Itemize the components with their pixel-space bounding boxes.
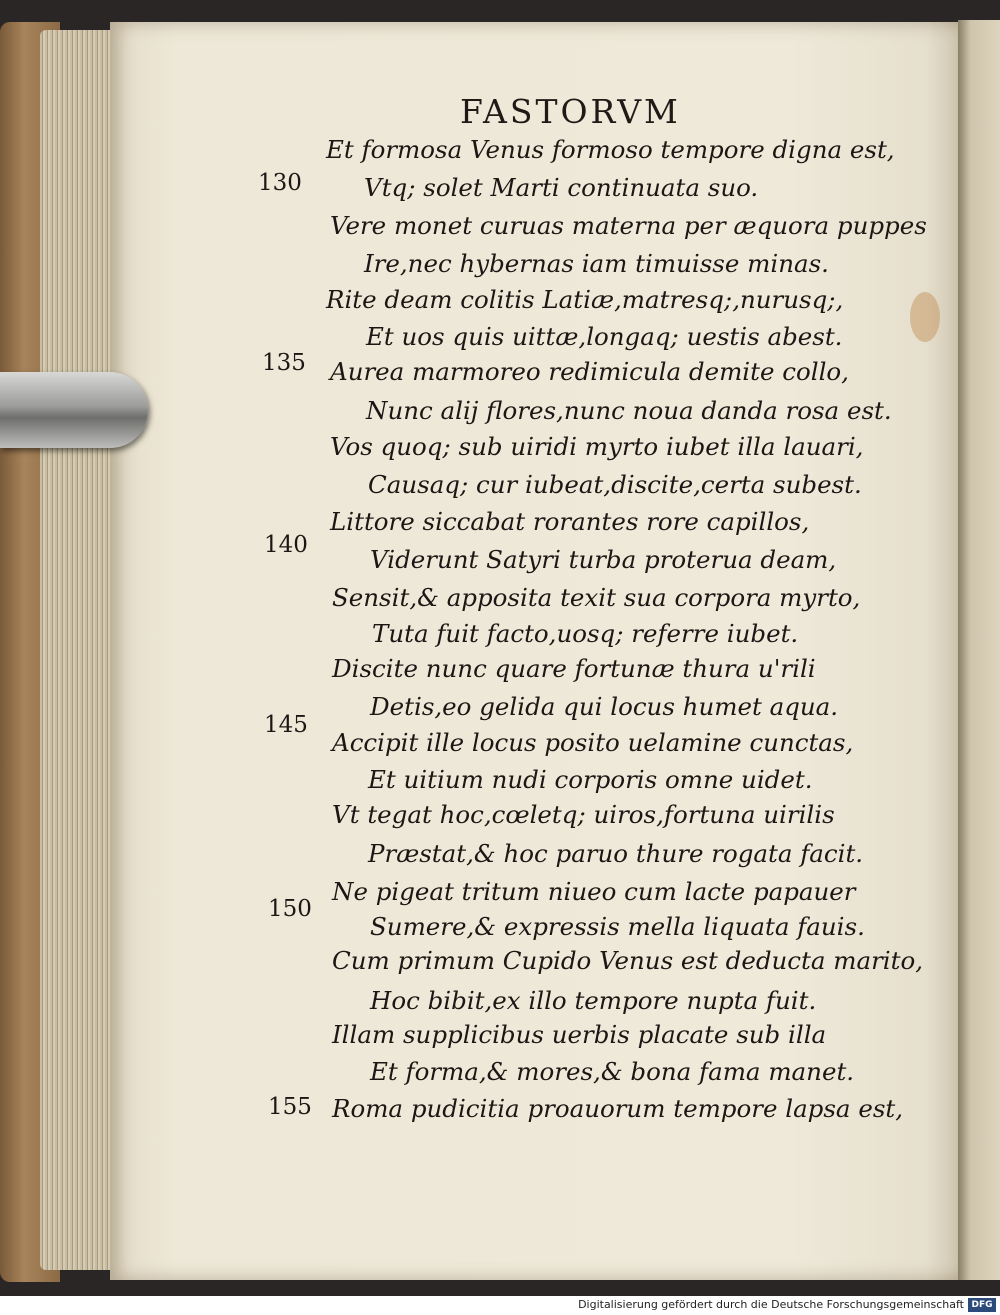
verse-line: Rite deam colitis Latiæ,matresq;,nurusq;, [326,285,844,314]
verse-line: Et forma,& mores,& bona fama manet. [370,1057,855,1086]
verse-line: Discite nunc quare fortunæ thura u'rili [332,654,816,683]
verse-line: Vere monet curuas materna per æquora puppes [330,211,927,240]
verse-line: Et formosa Venus formoso tempore digna est, [326,135,895,164]
page-clip [0,372,148,448]
line-number: 140 [264,532,308,558]
verse-line: Et uitium nudi corporis omne uidet. [368,765,813,794]
verse-line: Illam supplicibus uerbis placate sub illa [332,1020,827,1049]
verse-line: Præstat,& hoc paruo thure rogata facit. [368,839,864,868]
verse-line: Detis,eo gelida qui locus humet aqua. [370,692,839,721]
verse-line: Roma pudicitia proauorum tempore lapsa est, [332,1094,904,1123]
digitization-footer [0,1296,1000,1315]
verse-line: Ne pigeat tritum niueo cum lacte papauer [332,877,856,906]
verse-line: Vtq; solet Marti continuata suo. [364,173,759,202]
line-number: 155 [268,1094,312,1120]
verse-line: Viderunt Satyri turba proterua deam, [370,545,837,574]
line-number: 130 [258,170,302,196]
verse-line: Et uos quis uittæ,longaq; uestis abest. [366,322,843,351]
running-head: FASTORVM [460,92,681,131]
footer-credit: Digitalisierung gefördert durch die Deutsche Forschungsgemeinschaft [578,1298,964,1311]
verse-line: Causaq; cur iubeat,discite,certa subest. [368,470,862,499]
line-number: 135 [262,350,306,376]
verse-line: Littore siccabat rorantes rore capillos, [330,507,810,536]
verse-line: Sensit,& apposita texit sua corpora myrto, [332,583,861,612]
dfg-logo: DFG [968,1298,996,1312]
verse-line: Ire,nec hybernas iam timuisse minas. [364,249,829,278]
verse-line: Hoc bibit,ex illo tempore nupta fuit. [370,986,817,1015]
verse-line: Aurea marmoreo redimicula demite collo, [330,357,849,386]
facing-page [958,20,1000,1280]
verse-line: Sumere,& expressis mella liquata fauis. [370,912,865,941]
line-number: 145 [264,712,308,738]
verse-line: Vt tegat hoc,cœletq; uiros,fortuna uirilis [332,800,835,829]
line-number: 150 [268,896,312,922]
verse-line: Accipit ille locus posito uelamine cunctas, [332,728,854,757]
verse-line: Nunc alij flores,nunc noua danda rosa est. [366,396,892,425]
verse-line: Vos quoq; sub uiridi myrto iubet illa lauari, [330,432,864,461]
verse-line: Tuta fuit facto,uosq; referre iubet. [372,619,799,648]
verse-line: Cum primum Cupido Venus est deducta marito, [332,946,924,975]
paper-stain [910,292,940,342]
